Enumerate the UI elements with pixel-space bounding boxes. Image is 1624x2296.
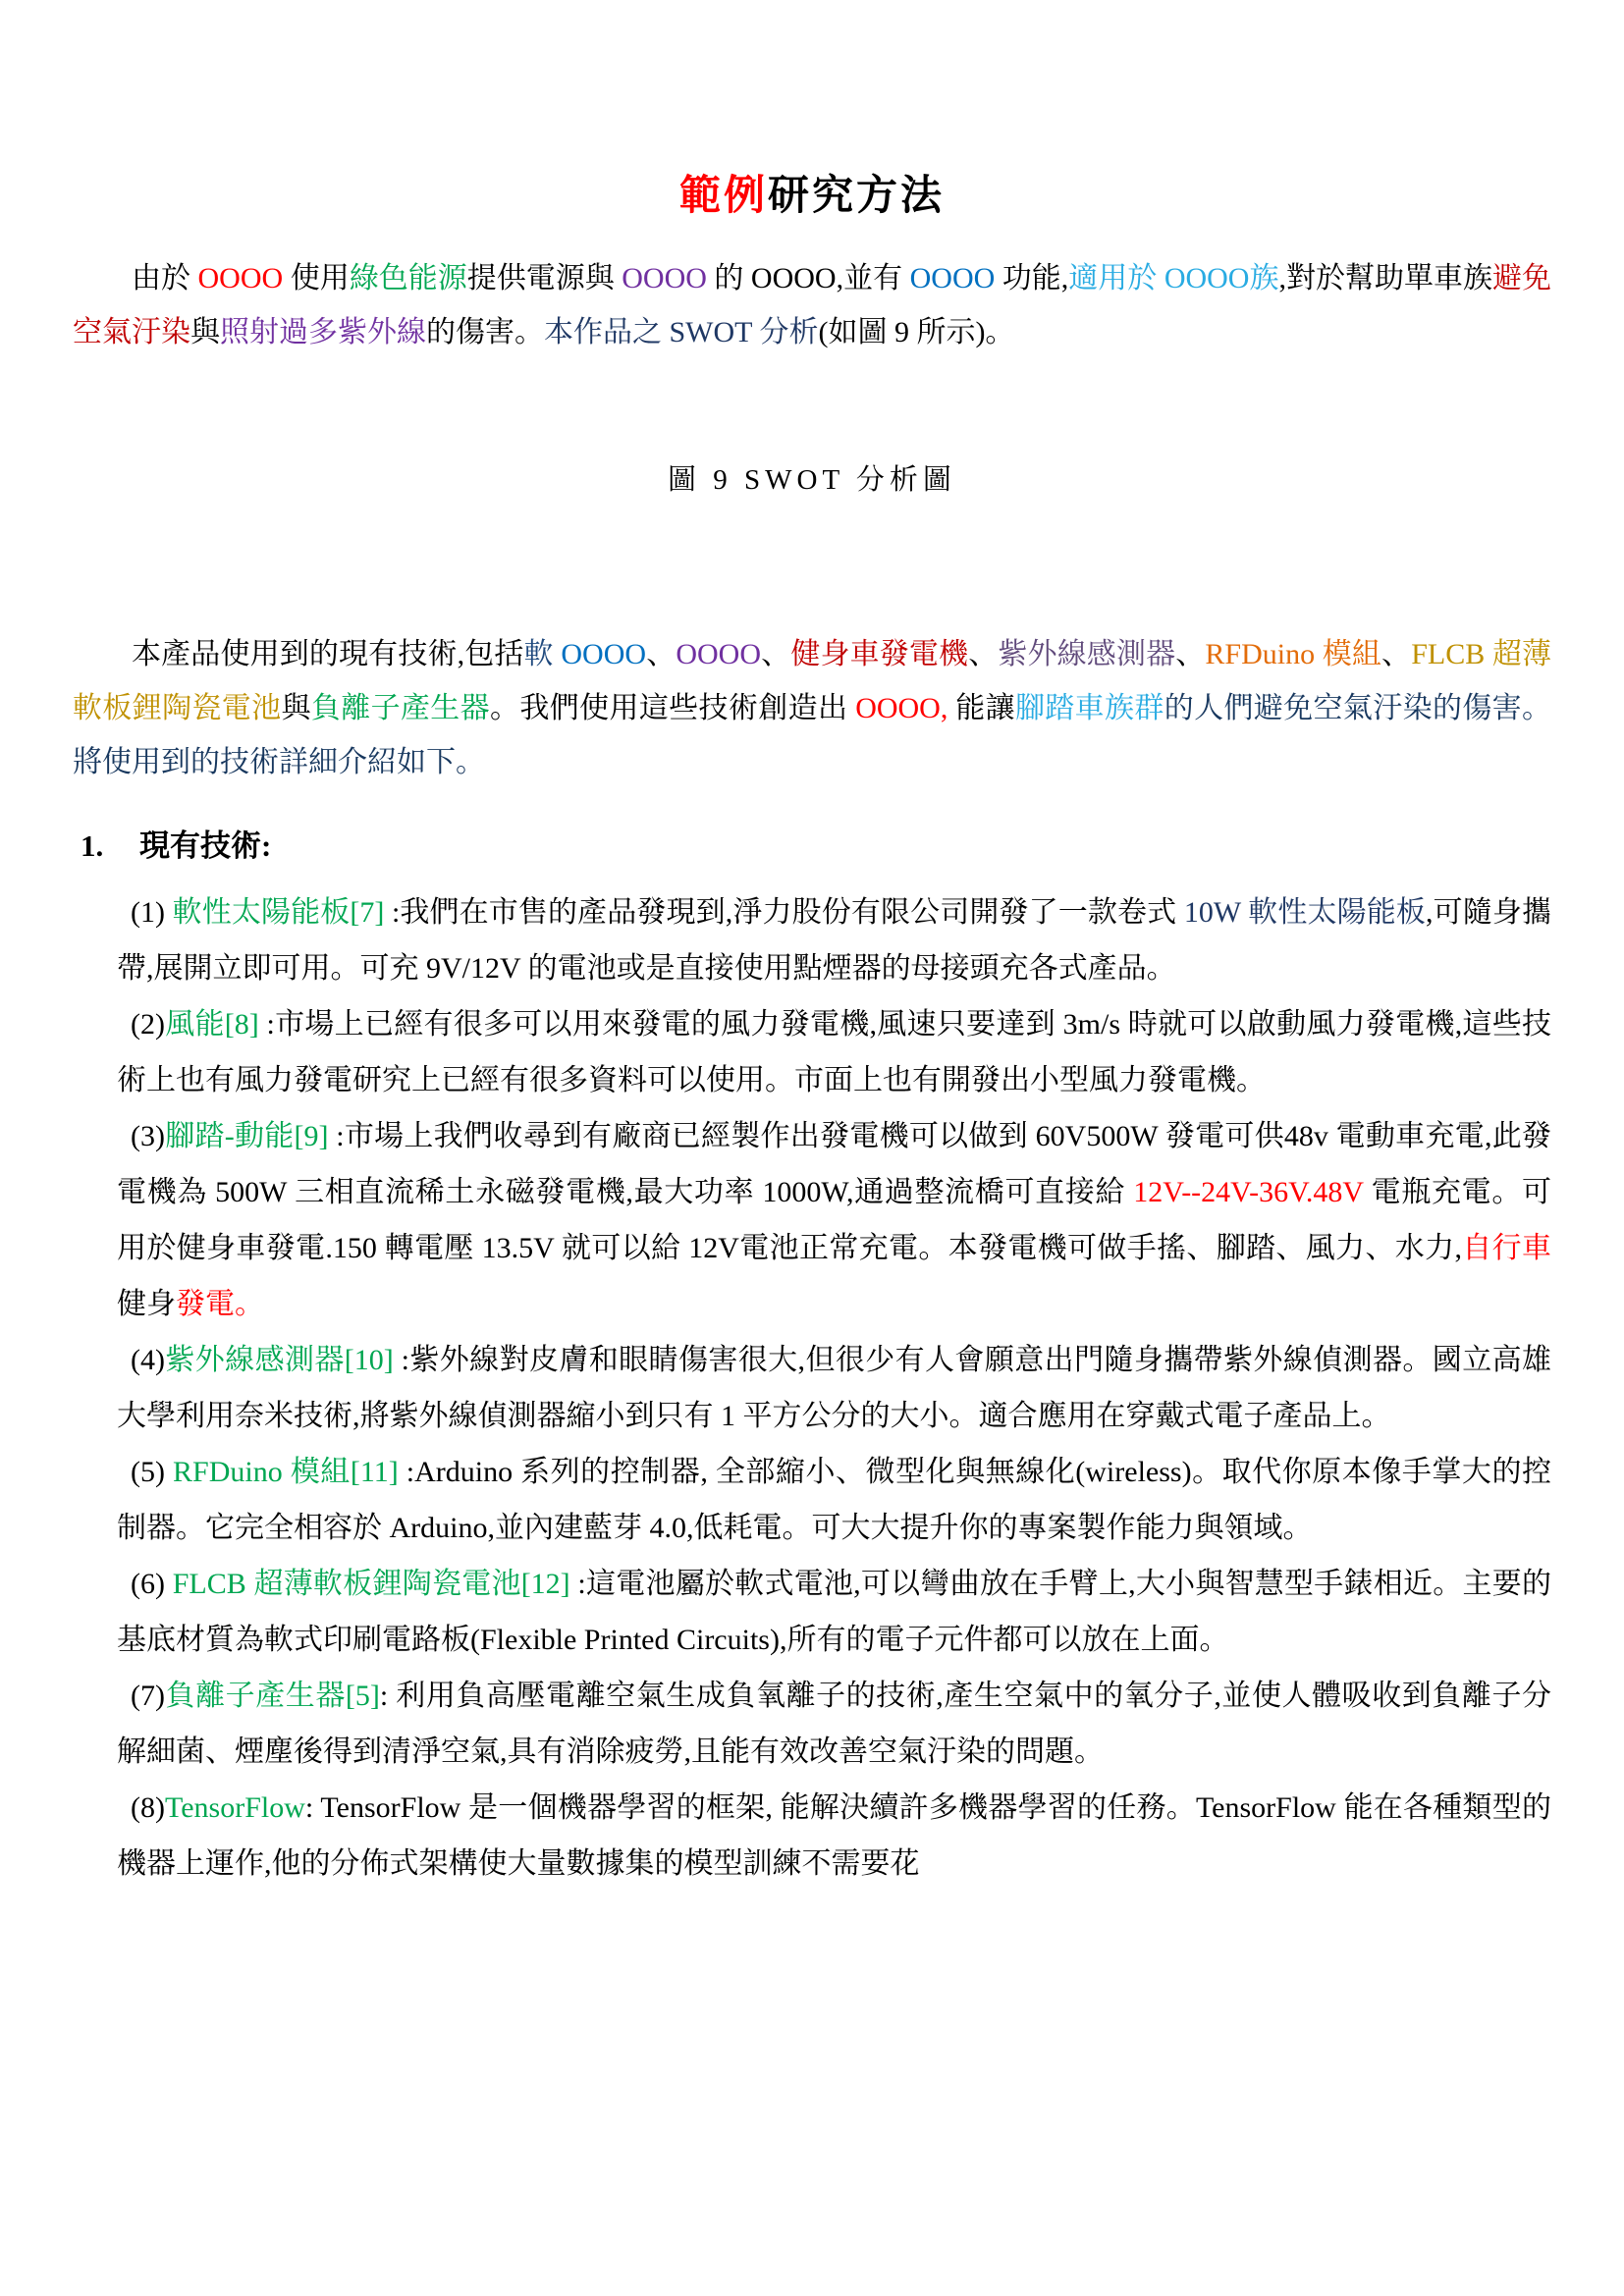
text-segment: 軟性太陽能板[7] (172, 896, 385, 929)
text-segment: 健身 (117, 1288, 176, 1320)
text-segment: OOOO (553, 638, 647, 670)
text-segment: OOOO (197, 262, 284, 294)
text-segment: 、 (1381, 638, 1412, 670)
text-segment: 發電。 (176, 1288, 264, 1320)
text-segment: (3) (131, 1120, 165, 1152)
text-segment: OOOO (676, 638, 762, 670)
text-segment: FLCB 超薄軟板鋰陶瓷電池 (73, 638, 1552, 724)
section-number: 1. (81, 828, 104, 863)
intro-paragraph (73, 251, 1551, 359)
list-item-solar-panel (117, 884, 1551, 996)
text-segment: :市場上已經有很多可以用來發電的風力發電機,風速只要達到 3m/s 時就可以啟動風力發電機,這些技術上也有風力發電研究上已經有很多資料可以使用。市面上也有開發出小型風力發電機。 (117, 1008, 1552, 1096)
text-segment: 、 (646, 638, 677, 670)
text-segment: 、 (761, 638, 791, 670)
text-segment: 軟 (523, 638, 554, 670)
tech-list (117, 884, 1551, 1892)
text-segment: (8) (131, 1791, 165, 1824)
section-heading (73, 821, 1551, 865)
text-segment: : TensorFlow 是一個機器學習的框架, 能解決續許多機器學習的任務。TensorFlow 能在各種類型的機器上運作,他的分佈式架構使大量數據集的模型訓練不需要花 (117, 1791, 1551, 1880)
text-segment: 腳踏-動能[9] (164, 1120, 329, 1152)
text-segment: 紫外線感測器[10] (164, 1344, 394, 1376)
text-segment: 本產品使用到的現有技術,包括 (132, 638, 524, 670)
figure-caption: 圖 9 SWOT 分析圖 (668, 464, 956, 496)
section-title: 現有技術: (139, 828, 272, 863)
text-segment: 本作品之 SWOT 分析 (544, 316, 819, 348)
list-item-anion-generator (117, 1668, 1551, 1780)
text-segment: 研究方法 (768, 174, 946, 219)
text-segment: 健身車發電機 (790, 638, 969, 670)
text-segment: 功能, (995, 262, 1069, 294)
text-segment: ,可隨身攜帶,展開立即可用。可充 9V/12V 的電池或是直接使用點煙器的母接頭充各式產品。 (117, 896, 1551, 985)
text-segment: 範例 (678, 174, 768, 219)
text-segment: 紫外線感測器 (998, 638, 1176, 670)
text-segment: (2) (131, 1008, 165, 1041)
text-segment: 10W 軟性太陽能板 (1183, 896, 1426, 929)
text-segment: 適用於 OOOO族 (1068, 262, 1279, 294)
text-segment: 照射過多紫外線 (220, 316, 426, 348)
text-segment: 使用 (283, 262, 350, 294)
text-segment: 、 (968, 638, 999, 670)
text-segment: (6) (131, 1568, 173, 1600)
text-segment: ,對於幫助單車族 (1278, 262, 1493, 294)
list-item-tensorflow (117, 1780, 1551, 1892)
text-segment: 、 (1175, 638, 1206, 670)
text-segment: (5) (131, 1456, 174, 1488)
text-segment: 12V--24V-36V.48V (1133, 1176, 1364, 1208)
text-segment: :紫外線對皮膚和眼睛傷害很大,但很少有人會願意出門隨身攜帶紫外線偵測器。國立高雄大學利用奈米技術,將紫外線偵測器縮小到只有 1 平方公分的大小。適合應用在穿戴式電子產品上。 (117, 1344, 1551, 1432)
text-segment: 提供電源與 (466, 262, 623, 294)
text-segment: 由於 (132, 262, 198, 294)
text-segment: :我們在市售的產品發現到,淨力股份有限公司開發了一款卷式 (384, 896, 1184, 929)
text-segment: 能讓 (947, 692, 1015, 724)
text-segment: 與 (281, 692, 311, 724)
text-segment: 風能[8] (164, 1008, 259, 1041)
list-item-rfduino-module (117, 1444, 1551, 1556)
text-segment: 的 OOOO,並有 (706, 262, 910, 294)
list-item-pedal-kinetic (117, 1108, 1551, 1332)
text-segment: 與 (190, 316, 220, 348)
text-segment: 電瓶充電。可用於健身車發電.150 轉電壓 13.5V 就可以給 12V電池正常充電。本發電機可做手搖、腳踏、風力、水力, (117, 1176, 1551, 1264)
text-segment: :這電池屬於軟式電池,可以彎曲放在手臂上,大小與智慧型手錶相近。主要的基底材質為軟式印刷電路板(Flexible Printed Circuits),所有的電子元件都可以放在上面。 (117, 1568, 1551, 1656)
text-segment: RFDuino 模組[11] (173, 1456, 399, 1488)
text-segment: 綠色能源 (349, 262, 467, 294)
text-segment: 的傷害。 (426, 316, 544, 348)
text-segment: (1) (131, 896, 173, 929)
text-segment: OOOO (622, 262, 707, 294)
text-segment: (4) (131, 1344, 165, 1376)
text-segment: 腳踏車族群 (1014, 692, 1164, 724)
text-segment: (7) (131, 1680, 165, 1712)
text-segment: RFDuino 模組 (1205, 638, 1382, 670)
text-segment: 的人們避免空氣汙染的傷害。將使用到的技術詳細介紹如下。 (73, 692, 1552, 778)
text-segment: : 利用負高壓電離空氣生成負氧離子的技術,產生空氣中的氧分子,並使人體吸收到負離子分解細菌、煙塵後得到清淨空氣,具有消除疲勞,且能有效改善空氣汙染的問題。 (117, 1680, 1551, 1768)
text-segment: 負離子產生器[5] (164, 1680, 380, 1712)
text-segment: (如圖 9 所示)。 (818, 316, 1015, 348)
list-item-wind-energy (117, 996, 1551, 1108)
text-segment: 。我們使用這些技術創造出 (490, 692, 856, 724)
text-segment: OOOO (909, 262, 996, 294)
text-segment: :市場上我們收尋到有廠商已經製作出發電機可以做到 60V500W 發電可供48v 電動車充電,此發電機為 500W 三相直流稀土永磁發電機,最大功率 1000W,通過整流橋可直接給 (117, 1120, 1551, 1208)
text-segment: 負離子產生器 (310, 692, 491, 724)
list-item-uv-sensor (117, 1332, 1551, 1444)
text-segment: :Arduino 系列的控制器, 全部縮小、微型化與無線化(wireless)。取代你原本像手掌大的控制器。它完全相容於 Arduino,並內建藍芽 4.0,低耗電。可大大提升你的專案製作能力與領域。 (117, 1456, 1551, 1544)
text-segment: 自行車 (1461, 1232, 1551, 1264)
list-item-flcb-battery (117, 1556, 1551, 1668)
tech-overview-paragraph (73, 627, 1551, 789)
text-segment: 避免空氣汙染 (73, 262, 1552, 348)
text-segment: OOOO, (855, 692, 948, 724)
text-segment: TensorFlow (164, 1791, 305, 1824)
page-title (73, 0, 1551, 222)
text-segment: FLCB 超薄軟板鋰陶瓷電池[12] (172, 1568, 570, 1600)
